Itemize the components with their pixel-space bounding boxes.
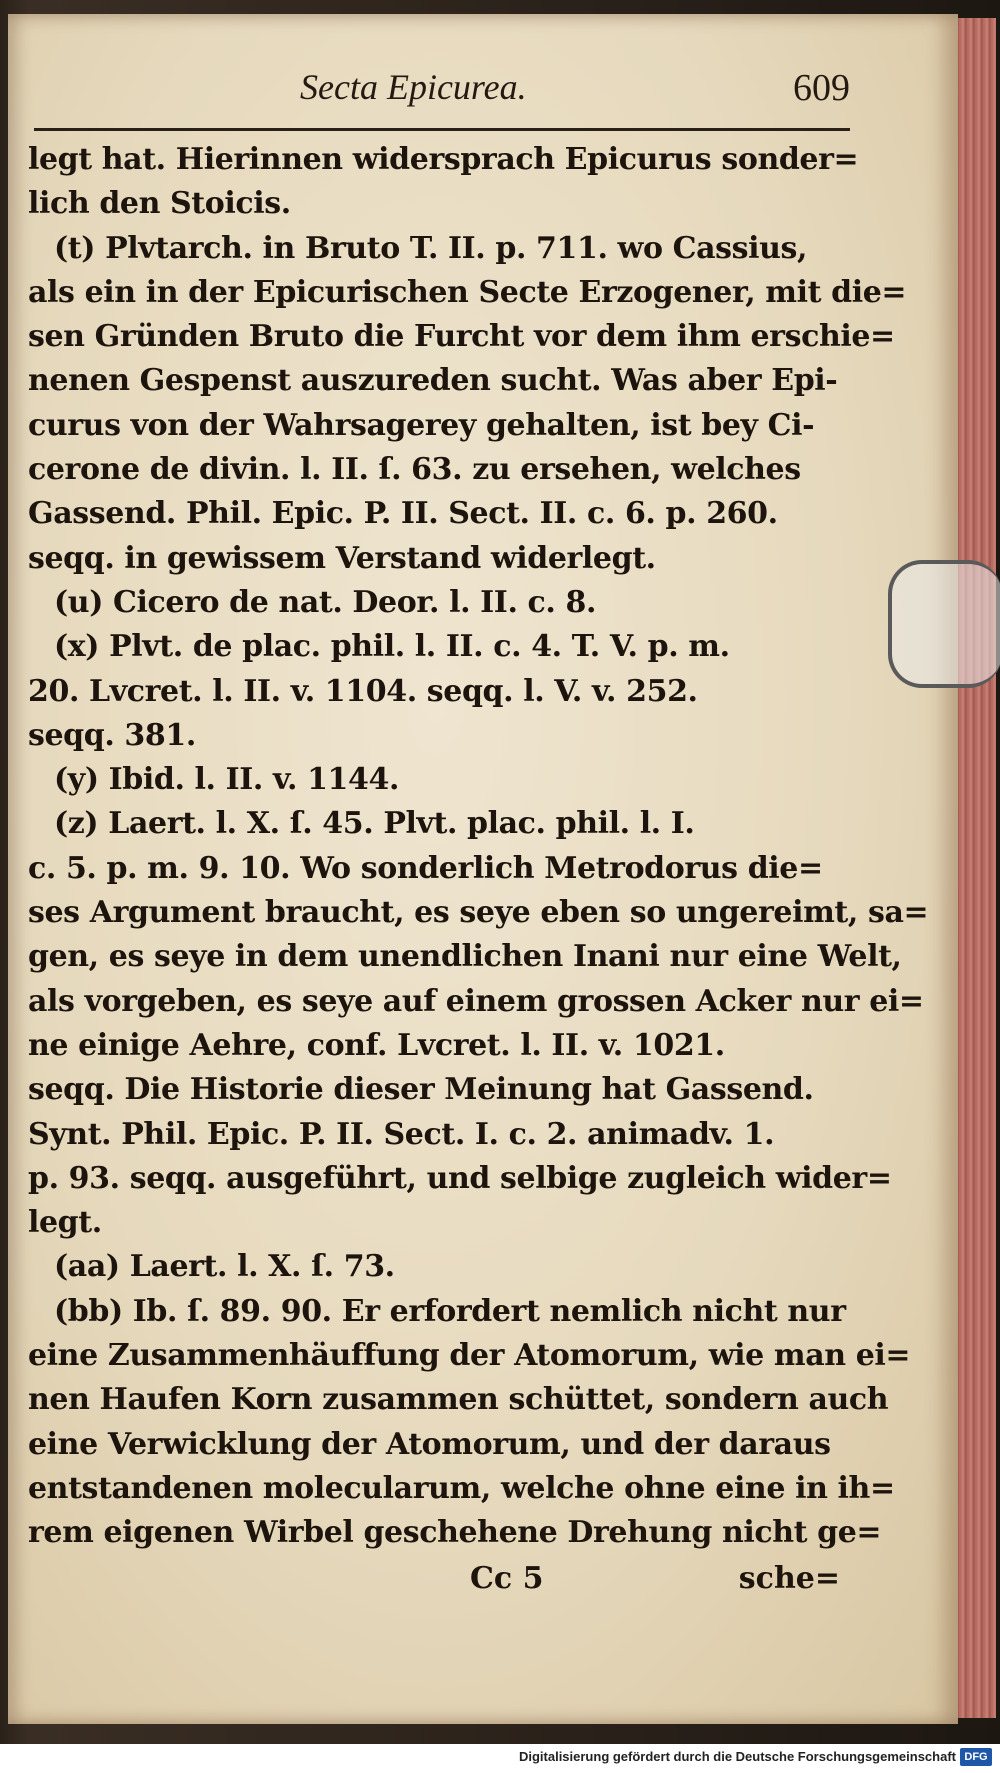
funding-credit: Digitalisierung gefördert durch die Deutsche Forschungsgemeinschaft	[518, 1749, 956, 1764]
text-line: lich den Stoicis.	[28, 186, 291, 222]
footnote-u: (u) Cicero de nat. Deor. l. II. c. 8.	[54, 584, 597, 620]
footnote-t: (t) Plvtarch. in Bruto T. II. p. 711. wo Cassius,	[54, 230, 808, 266]
catchline	[28, 1561, 848, 1601]
running-head	[34, 60, 850, 120]
text-line: nen Haufen Korn zusammen schüttet, sondern auch	[28, 1382, 889, 1418]
text-line: eine Zusammenhäuffung der Atomorum, wie man ei=	[28, 1338, 911, 1374]
text-line: seqq. in gewissem Verstand widerlegt.	[28, 540, 656, 576]
text-line: cerone de divin. l. II. ſ. 63. zu ersehen, welches	[28, 452, 801, 488]
footnote-x: (x) Plvt. de plac. phil. l. II. c. 4. T. V. p. m.	[54, 629, 730, 665]
text-line: legt hat. Hierinnen widersprach Epicurus sonder=	[28, 142, 859, 177]
text-line: seqq. 381.	[28, 717, 196, 753]
text-line: nenen Gespenst auszureden sucht. Was aber Epi-	[28, 363, 838, 399]
text-line: als ein in der Epicurischen Secte Erzogener, mit die=	[28, 274, 907, 310]
text-line: 20. Lvcret. l. II. v. 1104. seqq. l. V. v. 252.	[28, 673, 698, 709]
text-line: sen Gründen Bruto die Furcht vor dem ihm erschie=	[28, 319, 895, 355]
text-line: Gassend. Phil. Epic. P. II. Sect. II. c. 6. p. 260.	[28, 496, 778, 532]
footnote-aa: (aa) Laert. l. X. ſ. 73.	[54, 1249, 395, 1285]
text-line: p. 93. seqq. ausgeführt, und selbige zugleich wider=	[28, 1160, 892, 1196]
signature-mark: Cc 5	[470, 1561, 544, 1596]
text-line: c. 5. p. m. 9. 10. Wo sonderlich Metrodorus die=	[28, 850, 823, 886]
text-line: Synt. Phil. Epic. P. II. Sect. I. c. 2. animadv. 1.	[28, 1116, 775, 1152]
digitization-footer	[0, 1744, 1000, 1773]
text-line: eine Verwicklung der Atomorum, und der daraus	[28, 1426, 831, 1462]
catchword: sche=	[738, 1561, 840, 1596]
dfg-logo-icon: DFG	[960, 1748, 992, 1766]
text-line: gen, es seye in dem unendlichen Inani nur eine Welt,	[28, 939, 902, 975]
footnote-bb: (bb) Ib. ſ. 89. 90. Er erfordert nemlich nicht nur	[54, 1293, 846, 1329]
running-head-title: Secta Epicurea.	[300, 67, 527, 107]
footnote-y: (y) Ibid. l. II. v. 1144.	[54, 762, 400, 798]
text-line: curus von der Wahrsagerey gehalten, ist bey Ci-	[28, 407, 815, 443]
text-line: als vorgeben, es seye auf einem grossen Acker nur ei=	[28, 983, 924, 1019]
page-number: 609	[793, 67, 850, 109]
text-line: ses Argument braucht, es seye eben so ungereimt, sa=	[28, 895, 929, 931]
text-line: entstandenen molecularum, welche ohne eine in ih=	[28, 1470, 895, 1506]
header-rule	[34, 128, 850, 131]
text-line: rem eigenen Wirbel geschehene Drehung nicht ge=	[28, 1515, 882, 1551]
page-body	[28, 138, 929, 1556]
page-clip-tab	[888, 560, 1000, 688]
text-line: legt.	[28, 1205, 102, 1241]
footnote-z: (z) Laert. l. X. ſ. 45. Plvt. plac. phil. l. I.	[54, 806, 695, 842]
text-line: ne einige Aehre, conf. Lvcret. l. II. v. 1021.	[28, 1027, 725, 1063]
text-line: seqq. Die Historie dieser Meinung hat Gassend.	[28, 1072, 814, 1108]
